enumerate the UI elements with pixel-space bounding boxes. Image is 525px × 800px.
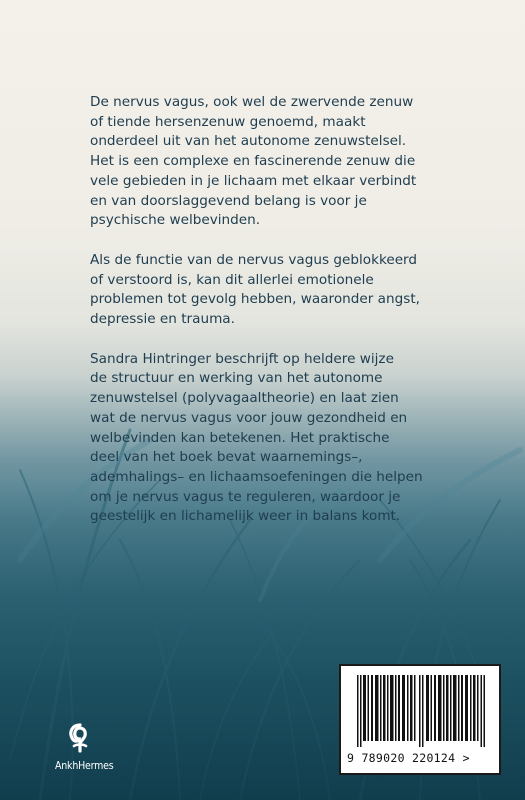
- blurb-paragraph: Sandra Hintringer beschrijft op heldere wijze de structuur en werking van het autonome zenuwstelsel (polyvagaaltheorie) en laat zien wat de nervus vagus voor jouw gezondheid en welbevinden kan betekenen. Het praktische deel van het boek bevat waarnemings–, ademhalings– en lichaamsoefeningen die helpen om je nervus vagus te reguleren, waardoor je geestelijk en lichamelijk weer in balans komt.: [90, 350, 423, 525]
- publisher-name: AnkhHermes: [55, 760, 114, 772]
- back-cover-blurb: [90, 93, 435, 547]
- blurb-paragraph: De nervus vagus, ook wel de zwervende zenuw of tiende hersenzenuw genoemd, maakt onderdeel uit van het autonome zenuwstelsel. Het is een complexe en fascinerende zenuw die vele gebieden in je lichaam met elkaar verbindt en van doorslaggevend belang is voor je psychische welbevinden.: [90, 94, 417, 229]
- ankh-hermes-logo-icon: [65, 722, 95, 754]
- isbn-barcode: [339, 664, 501, 775]
- isbn-number: 9 789020 220124 >: [347, 751, 470, 765]
- publisher-logo: [55, 722, 114, 772]
- ean-barcode-icon: [357, 675, 485, 747]
- blurb-paragraph: Als de functie van de nervus vagus geblokkeerd of verstoord is, kan dit allerlei emotionele problemen tot gevolg hebben, waaronder angst, depressie en trauma.: [90, 251, 420, 328]
